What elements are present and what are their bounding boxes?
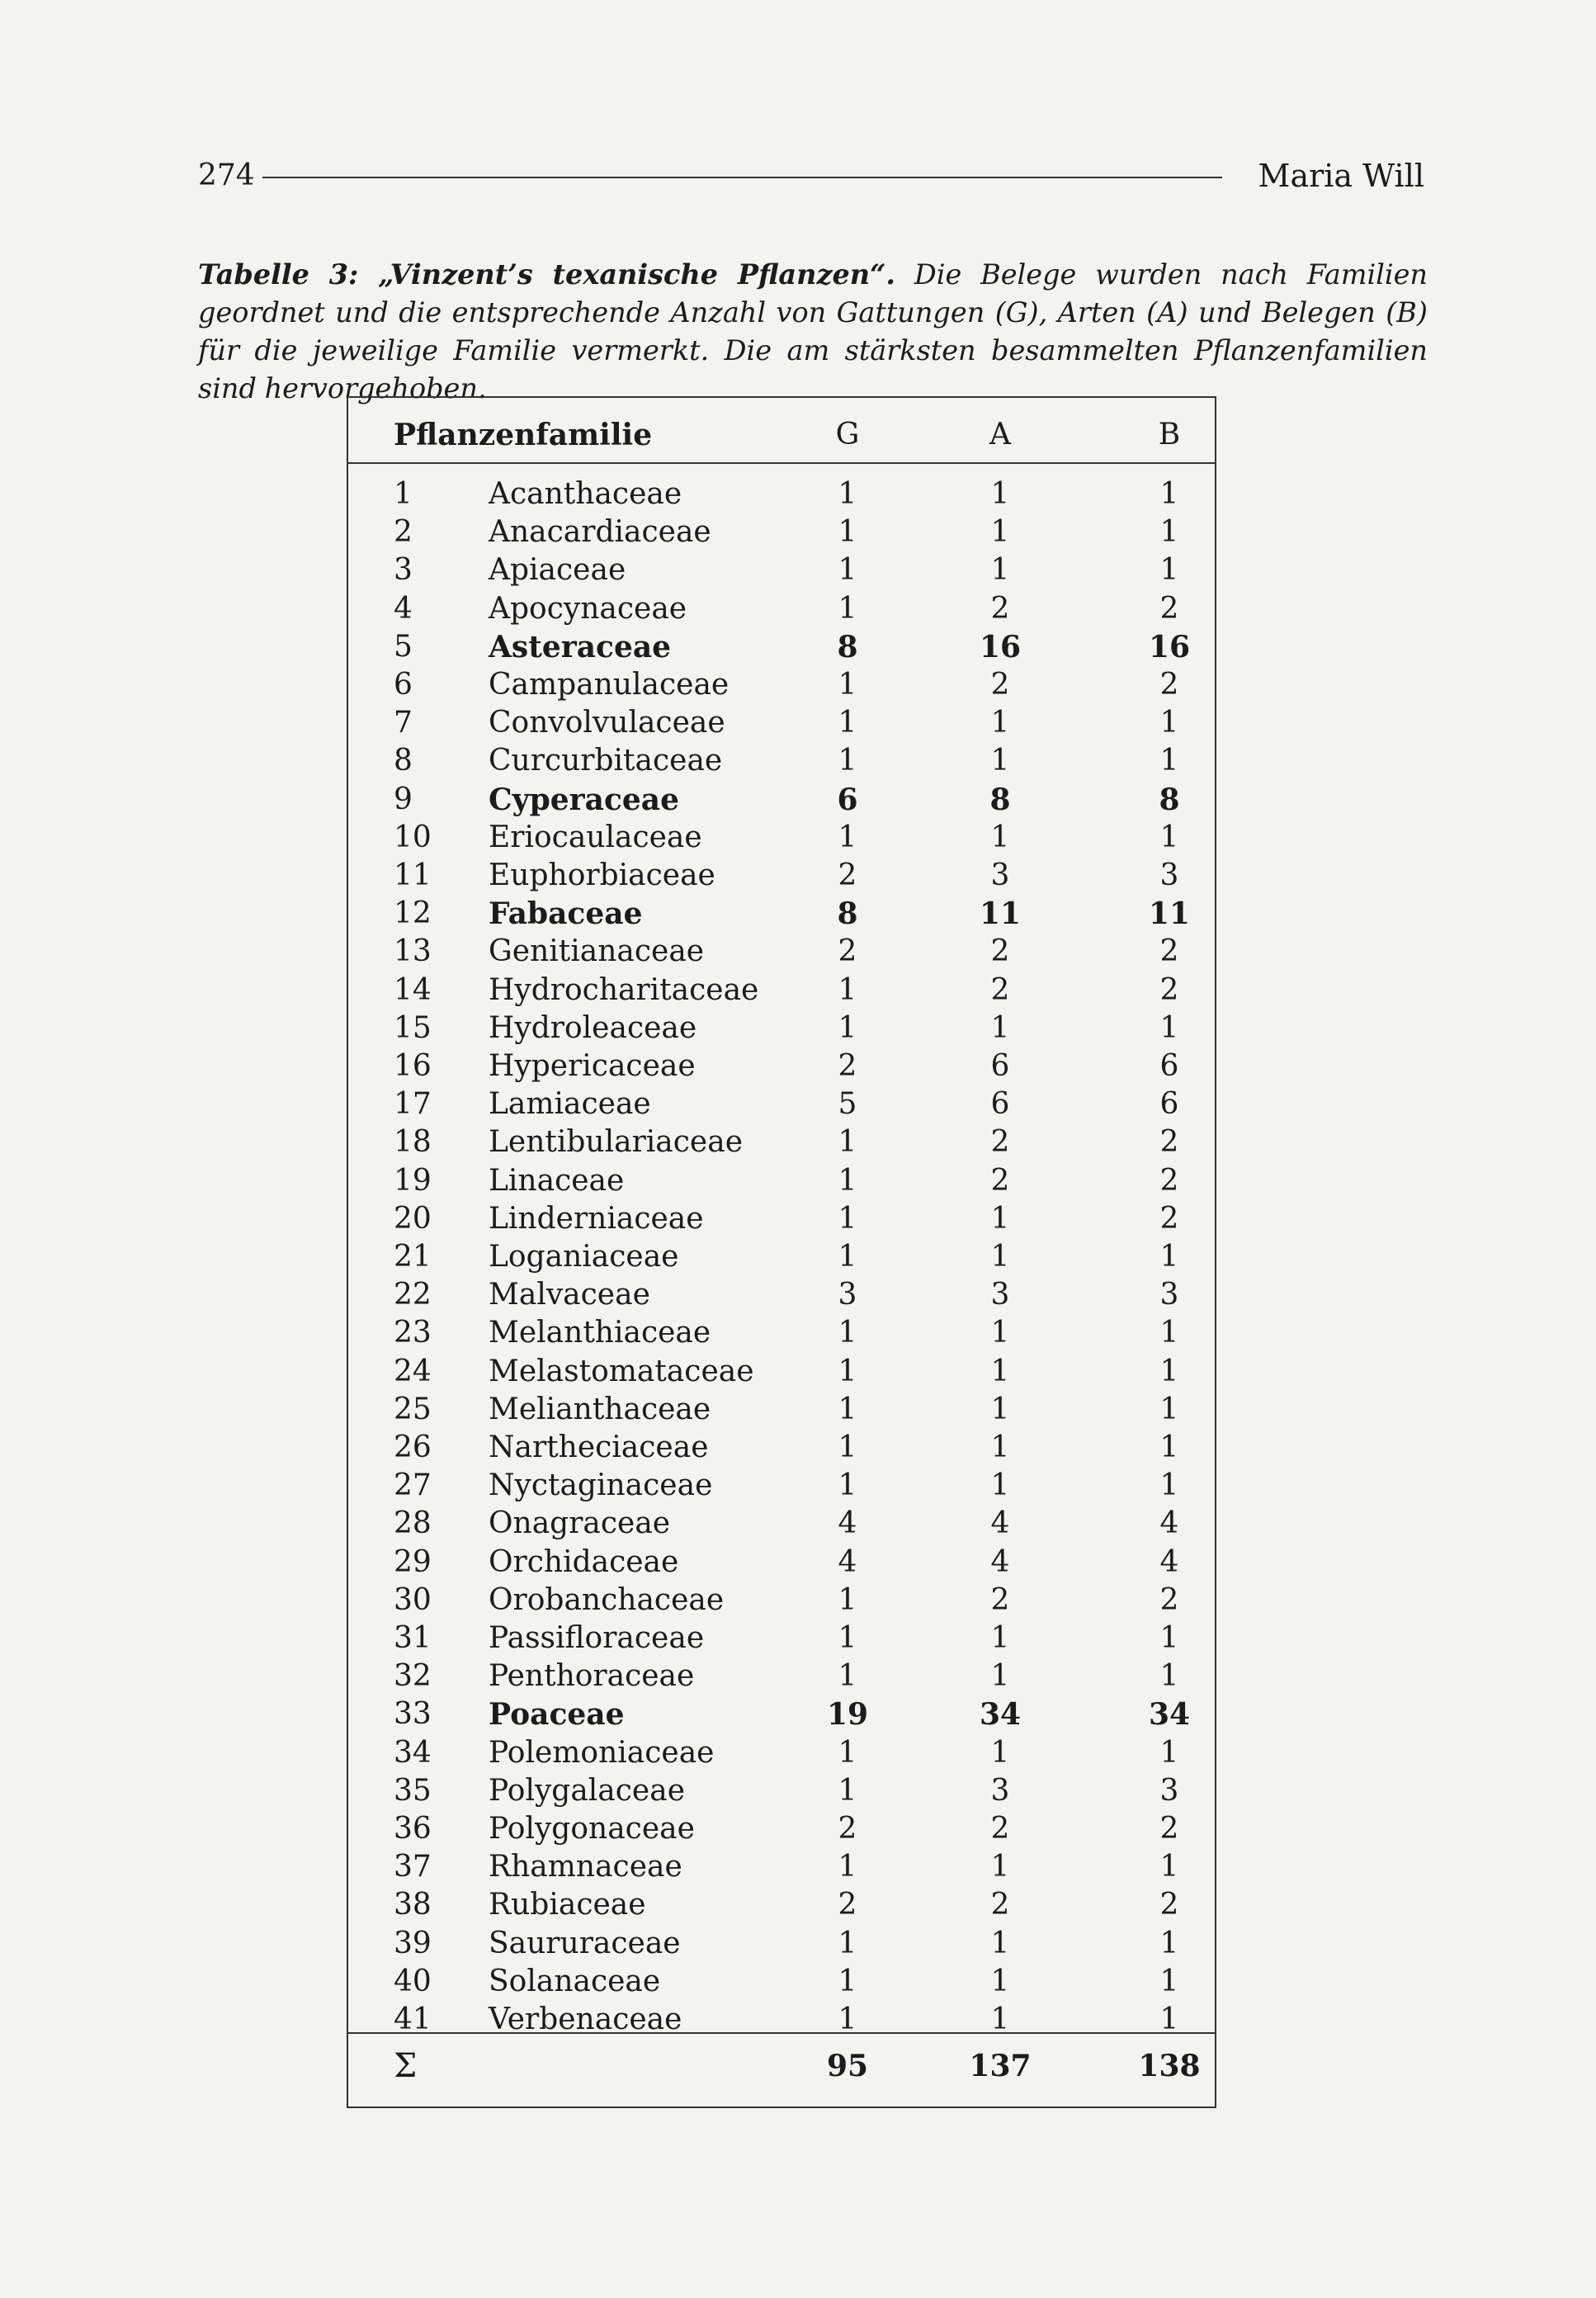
genera-count: 3 <box>838 1278 857 1312</box>
specimen-count: 34 <box>1148 1697 1191 1733</box>
species-count: 1 <box>990 1621 1010 1655</box>
family-name: Apocynaceae <box>489 591 687 626</box>
genera-count: 1 <box>838 1926 857 1960</box>
specimen-count: 2 <box>1159 1163 1179 1198</box>
row-number: 12 <box>394 896 432 931</box>
species-count: 6 <box>990 1049 1010 1083</box>
table-row <box>348 1010 1215 1047</box>
specimen-count: 1 <box>1159 1240 1179 1274</box>
specimen-count: 2 <box>1159 1888 1179 1922</box>
row-number: 18 <box>394 1125 432 1160</box>
table-row <box>348 1123 1215 1161</box>
family-name: Rhamnaceae <box>489 1850 682 1884</box>
header-g: G <box>835 418 860 452</box>
specimen-count: 6 <box>1159 1049 1179 1083</box>
specimen-count: 1 <box>1159 1468 1179 1503</box>
species-count: 1 <box>990 515 1010 550</box>
table-row <box>348 1047 1215 1085</box>
family-name: Linaceae <box>489 1163 625 1198</box>
family-name: Polemoniaceae <box>489 1735 715 1770</box>
table-row <box>348 1314 1215 1352</box>
row-number: 9 <box>394 782 413 816</box>
genera-count: 4 <box>838 1506 857 1541</box>
species-count: 16 <box>979 629 1022 664</box>
genera-count: 1 <box>838 1316 857 1350</box>
family-name: Melanthiaceae <box>489 1316 711 1350</box>
family-name: Solanaceae <box>489 1964 661 1998</box>
genera-count: 1 <box>838 1201 857 1236</box>
row-number: 4 <box>394 591 413 626</box>
genera-count: 1 <box>838 2002 857 2036</box>
row-number: 23 <box>394 1316 432 1350</box>
row-number: 1 <box>394 477 413 511</box>
row-number: 8 <box>394 744 413 778</box>
family-name: Lamiaceae <box>489 1087 651 1122</box>
family-name: Polygalaceae <box>489 1773 686 1808</box>
row-number: 35 <box>394 1773 432 1808</box>
page-header <box>198 157 1424 198</box>
specimen-count: 1 <box>1159 1659 1179 1694</box>
species-count: 1 <box>990 1964 1010 1998</box>
table-row <box>348 1505 1215 1543</box>
family-name: Genitianaceae <box>489 934 705 969</box>
table-row <box>348 704 1215 742</box>
specimen-count: 1 <box>1159 820 1179 854</box>
table-row <box>348 590 1215 628</box>
species-count: 2 <box>990 591 1010 626</box>
genera-count: 8 <box>837 629 858 664</box>
row-number: 38 <box>394 1888 432 1922</box>
total-g: 95 <box>826 2049 869 2083</box>
species-count: 2 <box>990 1812 1010 1846</box>
table-row <box>348 1429 1215 1467</box>
specimen-count: 1 <box>1159 706 1179 740</box>
species-count: 8 <box>989 782 1011 817</box>
family-name: Nyctaginaceae <box>489 1468 713 1503</box>
family-name: Linderniaceae <box>489 1201 704 1236</box>
species-count: 11 <box>979 896 1022 932</box>
row-number: 14 <box>394 972 432 1007</box>
table-row <box>348 1886 1215 1924</box>
table-row <box>348 742 1215 780</box>
species-count: 1 <box>990 553 1010 588</box>
family-name: Acanthaceae <box>489 477 682 511</box>
genera-count: 1 <box>838 1125 857 1160</box>
specimen-count: 1 <box>1159 1621 1179 1655</box>
table-row <box>348 551 1215 589</box>
specimen-count: 1 <box>1159 744 1179 778</box>
row-number: 39 <box>394 1926 432 1960</box>
header-divider <box>348 462 1215 464</box>
row-number: 13 <box>394 934 432 969</box>
genera-count: 1 <box>838 1163 857 1198</box>
specimen-count: 2 <box>1159 1582 1179 1617</box>
species-count: 1 <box>990 1468 1010 1503</box>
row-number: 2 <box>394 515 413 550</box>
genera-count: 5 <box>838 1087 857 1122</box>
row-number: 27 <box>394 1468 432 1503</box>
genera-count: 1 <box>838 1621 857 1655</box>
genera-count: 1 <box>838 1468 857 1503</box>
specimen-count: 3 <box>1159 858 1179 892</box>
specimen-count: 1 <box>1159 1392 1179 1426</box>
specimen-count: 1 <box>1159 1316 1179 1350</box>
species-count: 1 <box>990 1354 1010 1388</box>
family-name: Eriocaulaceae <box>489 820 702 854</box>
genera-count: 1 <box>838 668 857 702</box>
row-number: 26 <box>394 1430 432 1464</box>
table-row <box>348 666 1215 704</box>
table-row <box>348 1810 1215 1848</box>
species-count: 1 <box>990 1392 1010 1426</box>
row-number: 29 <box>394 1544 432 1579</box>
row-number: 30 <box>394 1582 432 1617</box>
specimen-count: 6 <box>1159 1087 1179 1122</box>
specimen-count: 16 <box>1148 629 1191 664</box>
running-head-author: Maria Will <box>1258 158 1424 194</box>
table-row <box>348 819 1215 857</box>
specimen-count: 8 <box>1159 782 1180 817</box>
table-row <box>348 513 1215 551</box>
total-a: 137 <box>969 2049 1032 2083</box>
family-name: Penthoraceae <box>489 1659 695 1694</box>
genera-count: 1 <box>838 1240 857 1274</box>
family-name: Rubiaceae <box>489 1888 646 1922</box>
row-number: 25 <box>394 1392 432 1426</box>
species-count: 1 <box>990 820 1010 854</box>
specimen-count: 2 <box>1159 1201 1179 1236</box>
species-count: 2 <box>990 1163 1010 1198</box>
genera-count: 1 <box>838 972 857 1007</box>
caption-text: Die Belege wurden nach Familien geordnet und die entsprechende Anzahl von Gattungen (G), Arten (A) und Belegen (B) für die jeweilige Familie vermerkt. Die am stärksten besammelten Pflanzenfamilien sind hervorgehoben. <box>198 258 1428 404</box>
family-name: Malvaceae <box>489 1278 650 1312</box>
species-count: 1 <box>990 1010 1010 1045</box>
table-row <box>348 1582 1215 1619</box>
species-count: 2 <box>990 1125 1010 1160</box>
genera-count: 19 <box>826 1697 869 1733</box>
genera-count: 6 <box>837 782 858 817</box>
species-count: 1 <box>990 477 1010 511</box>
specimen-count: 2 <box>1159 972 1179 1007</box>
row-number: 40 <box>394 1964 432 1998</box>
specimen-count: 1 <box>1159 1354 1179 1388</box>
species-count: 2 <box>990 1888 1010 1922</box>
table-row <box>348 1619 1215 1657</box>
genera-count: 1 <box>838 1964 857 1998</box>
table-row <box>348 1085 1215 1123</box>
row-number: 3 <box>394 553 413 588</box>
row-number: 34 <box>394 1735 432 1770</box>
row-number: 5 <box>394 629 413 664</box>
genera-count: 1 <box>838 1010 857 1045</box>
specimen-count: 1 <box>1159 1850 1179 1884</box>
family-name: Orobanchaceae <box>489 1582 725 1617</box>
species-count: 2 <box>990 972 1010 1007</box>
total-b: 138 <box>1138 2049 1201 2083</box>
row-number: 19 <box>394 1163 432 1198</box>
genera-count: 2 <box>838 1888 857 1922</box>
header-rule <box>262 177 1222 178</box>
species-count: 2 <box>990 668 1010 702</box>
table-row <box>348 1467 1215 1505</box>
row-number: 21 <box>394 1240 432 1274</box>
species-count: 2 <box>990 1582 1010 1617</box>
table-row <box>348 475 1215 513</box>
header-family: Pflanzenfamilie <box>394 418 653 452</box>
totals-divider <box>348 2032 1215 2034</box>
species-count: 1 <box>990 1316 1010 1350</box>
genera-count: 2 <box>838 858 857 892</box>
family-name: Polygonaceae <box>489 1812 695 1846</box>
genera-count: 1 <box>838 1773 857 1808</box>
row-number: 16 <box>394 1049 432 1083</box>
family-name: Melianthaceae <box>489 1392 711 1426</box>
table-row <box>348 1238 1215 1276</box>
species-count: 1 <box>990 1926 1010 1960</box>
species-count: 1 <box>990 744 1010 778</box>
specimen-count: 1 <box>1159 515 1179 550</box>
genera-count: 1 <box>838 820 857 854</box>
species-count: 3 <box>990 858 1010 892</box>
table-row <box>348 1657 1215 1695</box>
family-name: Curcurbitaceae <box>489 744 723 778</box>
table-row <box>348 1391 1215 1429</box>
family-name: Euphorbiaceae <box>489 858 715 892</box>
family-name: Melastomataceae <box>489 1354 754 1388</box>
specimen-count: 4 <box>1159 1544 1179 1579</box>
genera-count: 2 <box>838 1812 857 1846</box>
table-row <box>348 1963 1215 2001</box>
row-number: 28 <box>394 1506 432 1541</box>
family-name: Lentibulariaceae <box>489 1125 744 1160</box>
species-count: 1 <box>990 1430 1010 1464</box>
table-row <box>348 781 1215 819</box>
species-count: 4 <box>990 1506 1010 1541</box>
specimen-count: 1 <box>1159 1010 1179 1045</box>
row-number: 36 <box>394 1812 432 1846</box>
table-row <box>348 1734 1215 1772</box>
row-number: 24 <box>394 1354 432 1388</box>
totals-row <box>348 2047 1215 2087</box>
genera-count: 2 <box>838 934 857 969</box>
table-row <box>348 1925 1215 1963</box>
family-name: Cyperaceae <box>489 782 679 817</box>
genera-count: 1 <box>838 1659 857 1694</box>
genera-count: 1 <box>838 515 857 550</box>
specimen-count: 2 <box>1159 668 1179 702</box>
table-row <box>348 1772 1215 1810</box>
genera-count: 1 <box>838 1850 857 1884</box>
row-number: 22 <box>394 1278 432 1312</box>
species-count: 3 <box>990 1773 1010 1808</box>
specimen-count: 2 <box>1159 1125 1179 1160</box>
family-name: Hydroleaceae <box>489 1010 697 1045</box>
family-name: Orchidaceae <box>489 1544 679 1579</box>
specimen-count: 1 <box>1159 1735 1179 1770</box>
table-row <box>348 895 1215 933</box>
family-name: Hypericaceae <box>489 1049 696 1083</box>
table-row <box>348 1162 1215 1200</box>
specimen-count: 3 <box>1159 1278 1179 1312</box>
specimen-count: 2 <box>1159 591 1179 626</box>
genera-count: 1 <box>838 1430 857 1464</box>
genera-count: 1 <box>838 553 857 588</box>
genera-count: 1 <box>838 1392 857 1426</box>
genera-count: 4 <box>838 1544 857 1579</box>
row-number: 41 <box>394 2002 432 2036</box>
family-name: Passifloraceae <box>489 1621 705 1655</box>
genera-count: 1 <box>838 1582 857 1617</box>
genera-count: 1 <box>838 744 857 778</box>
row-number: 11 <box>394 858 432 892</box>
table-row <box>348 972 1215 1010</box>
table-row <box>348 1353 1215 1391</box>
specimen-count: 1 <box>1159 2002 1179 2036</box>
species-count: 2 <box>990 934 1010 969</box>
specimen-count: 1 <box>1159 553 1179 588</box>
family-name: Nartheciaceae <box>489 1430 709 1464</box>
species-count: 1 <box>990 1201 1010 1236</box>
plant-family-table <box>347 396 1216 2108</box>
genera-count: 1 <box>838 591 857 626</box>
table-row <box>348 1848 1215 1886</box>
family-name: Apiaceae <box>489 553 626 588</box>
specimen-count: 1 <box>1159 1964 1179 1998</box>
family-name: Poaceae <box>489 1697 625 1733</box>
header-b: B <box>1158 418 1181 452</box>
row-number: 17 <box>394 1087 432 1122</box>
family-name: Anacardiaceae <box>489 515 711 550</box>
row-number: 7 <box>394 706 413 740</box>
page-number: 274 <box>198 158 255 192</box>
table-header-row <box>348 398 1215 464</box>
species-count: 1 <box>990 1735 1010 1770</box>
genera-count: 1 <box>838 1354 857 1388</box>
row-number: 32 <box>394 1659 432 1694</box>
genera-count: 1 <box>838 477 857 511</box>
row-number: 37 <box>394 1850 432 1884</box>
family-name: Asteraceae <box>489 629 672 664</box>
genera-count: 1 <box>838 1735 857 1770</box>
sum-symbol: Σ <box>394 2047 418 2085</box>
table-row <box>348 1544 1215 1582</box>
table-row <box>348 933 1215 971</box>
row-number: 15 <box>394 1010 432 1045</box>
caption-label: Tabelle 3: „Vinzent’s texanische Pflanzen“. <box>198 258 896 291</box>
family-name: Convolvulaceae <box>489 706 725 740</box>
header-a: A <box>989 418 1011 452</box>
table-row <box>348 1276 1215 1314</box>
specimen-count: 1 <box>1159 477 1179 511</box>
family-name: Loganiaceae <box>489 1240 679 1274</box>
row-number: 20 <box>394 1201 432 1236</box>
family-name: Verbenaceae <box>489 2002 682 2036</box>
specimen-count: 2 <box>1159 934 1179 969</box>
family-name: Saururaceae <box>489 1926 681 1960</box>
table-row <box>348 628 1215 666</box>
species-count: 1 <box>990 2002 1010 2036</box>
species-count: 1 <box>990 1850 1010 1884</box>
specimen-count: 1 <box>1159 1926 1179 1960</box>
species-count: 4 <box>990 1544 1010 1579</box>
specimen-count: 1 <box>1159 1430 1179 1464</box>
specimen-count: 3 <box>1159 1773 1179 1808</box>
genera-count: 1 <box>838 706 857 740</box>
species-count: 34 <box>979 1697 1022 1733</box>
table-row <box>348 857 1215 895</box>
species-count: 3 <box>990 1278 1010 1312</box>
row-number: 31 <box>394 1621 432 1655</box>
species-count: 6 <box>990 1087 1010 1122</box>
genera-count: 2 <box>838 1049 857 1083</box>
row-number: 10 <box>394 820 432 854</box>
family-name: Hydrocharitaceae <box>489 972 759 1007</box>
specimen-count: 11 <box>1148 896 1191 932</box>
specimen-count: 4 <box>1159 1506 1179 1541</box>
row-number: 33 <box>394 1697 432 1732</box>
species-count: 1 <box>990 1240 1010 1274</box>
row-number: 6 <box>394 668 413 702</box>
table-caption <box>198 256 1428 408</box>
family-name: Fabaceae <box>489 896 643 932</box>
table-row <box>348 1695 1215 1733</box>
species-count: 1 <box>990 706 1010 740</box>
table-row <box>348 1200 1215 1238</box>
genera-count: 8 <box>837 896 858 932</box>
family-name: Campanulaceae <box>489 668 730 702</box>
species-count: 1 <box>990 1659 1010 1694</box>
specimen-count: 2 <box>1159 1812 1179 1846</box>
family-name: Onagraceae <box>489 1506 671 1541</box>
